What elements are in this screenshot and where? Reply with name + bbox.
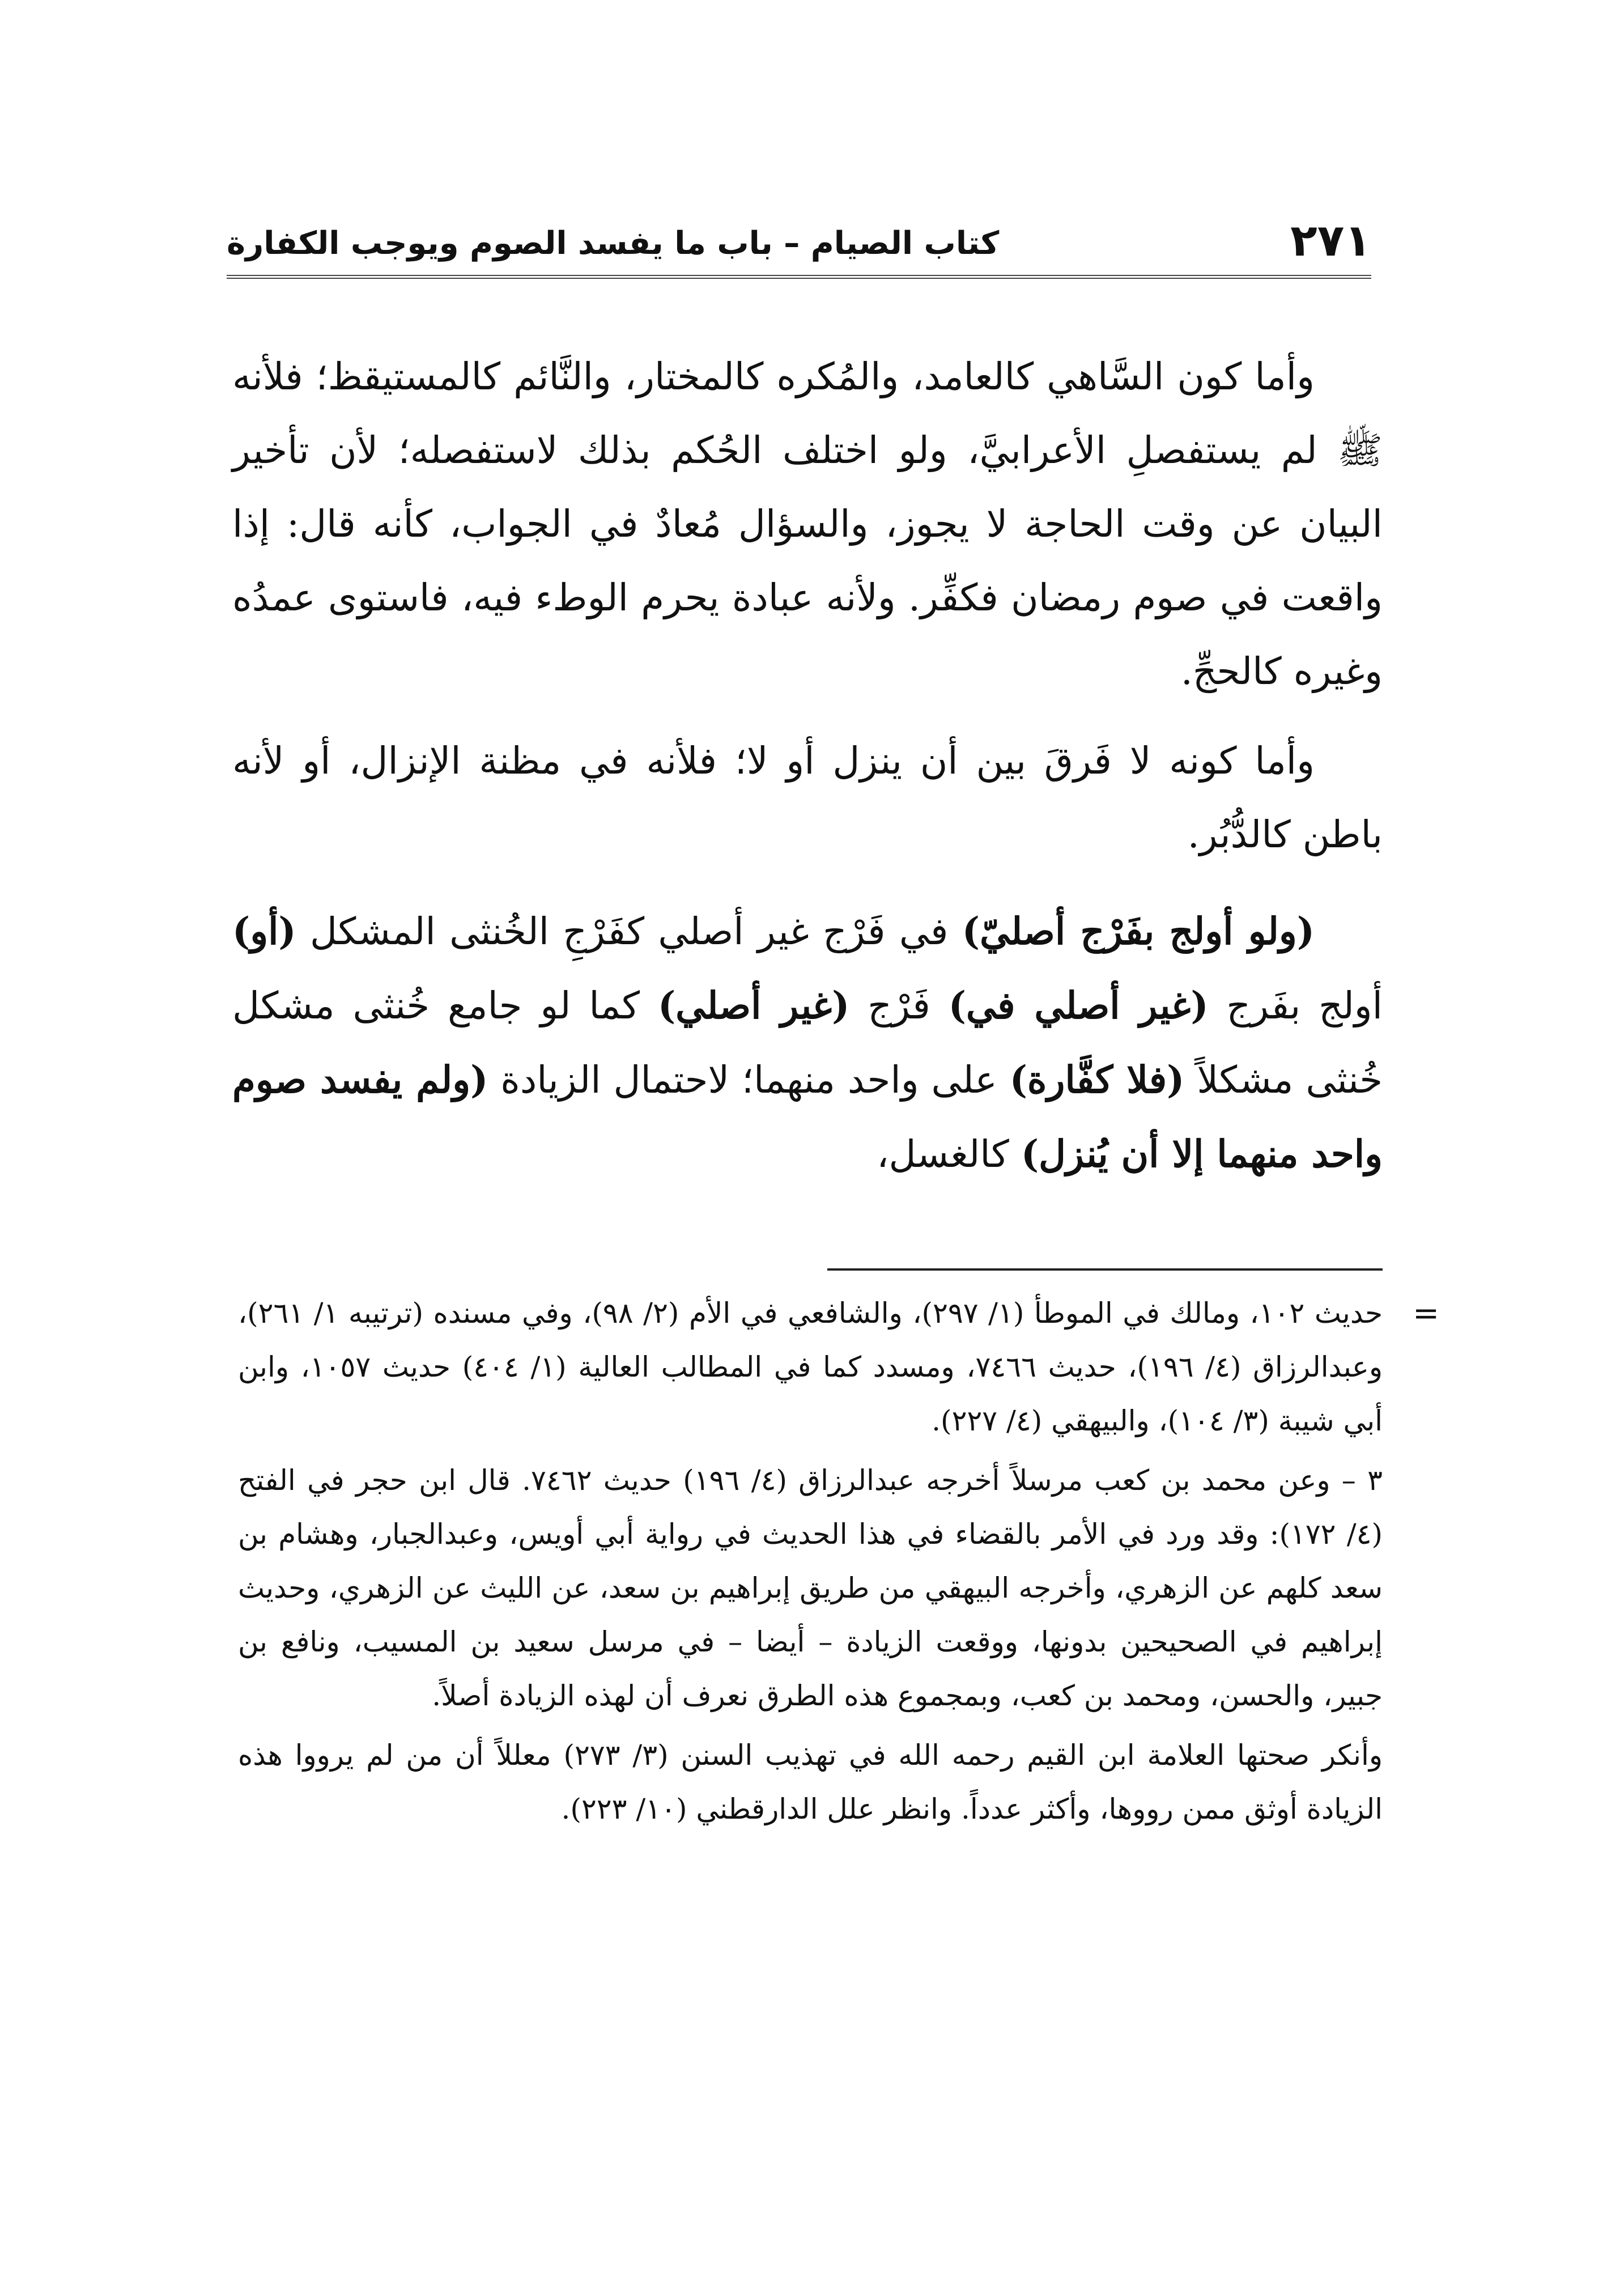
footnotes [238,1286,1439,1842]
matn-segment: (ولم يفسد صوم واحد منهما إلا أن يُنزل) [232,1058,1383,1176]
matn-segment: (غير أصلي) [657,983,850,1027]
running-title: كتاب الصيام – باب ما يفسد الصوم ويوجب الكفارة [227,225,1000,262]
paragraph-2: وأما كونه لا فَرقَ بين أن ينزل أو لا؛ فلأنه في مظنة الإنزال، أو لأنه باطن كالدُّبُر. [232,739,1383,856]
matn-segment: (فلا كفَّارة) [1009,1058,1185,1102]
sharh-segment: كالغسل، [877,1132,1021,1176]
sharh-segment: على واحد منهما؛ لاحتمال الزيادة [488,1058,1010,1102]
footnote-divider [827,1268,1383,1271]
header-divider [227,275,1371,279]
page-header [227,213,1371,269]
sharh-segment: أولج بفَرج [1208,984,1383,1027]
page-number: ٢٧١ [1290,215,1371,266]
paragraph-1: وأما كون السَّاهي كالعامد، والمُكره كالمختار، والنَّائم كالمستيقظ؛ فلأنه ﷺ لم يستفصلِ الأعرابيَّ، ولو اختلف الحُكم بذلك لاستفصله؛ لأن تأخير البيان عن وقت الحاجة لا يجوز، والسؤال مُعادٌ في الجواب، كأنه قال: إذا واقعت في صوم رمضان فكفِّر. ولأنه عبادة يحرم الوطء فيه، فاستوى عمدُه وغيره كالحجِّ. [232,355,1383,693]
sharh-segment: في فَرْج غير أصلي كفَرْجِ الخُنثى المشكل [296,910,962,953]
continuation-marker: = [1413,1295,1439,1332]
sharh-segment: فَرْج [849,984,949,1027]
matn-segment: (أو) [232,909,296,953]
matn-segment: (غير أصلي في) [948,983,1209,1027]
paragraph-3 [232,894,1383,1191]
main-text [232,340,1383,1207]
footnote-text: حديث ١٠٢، ومالك في الموطأ (١/ ٢٩٧)، والشافعي في الأم (٢/ ٩٨)، وفي مسنده (ترتيبه ١/ ٢٦١)، وعبدالرزاق (٤/ ١٩٦)، حديث ٧٤٦٦، ومسدد كما في المطالب العالية (١/ ٤٠٤) حديث ١٠٥٧، وابن أبي شيبة (٣/ ١٠٤)، والبيهقي (٤/ ٢٢٧). [238,1297,1383,1437]
matn-segment: (ولو أولج بفَرْج أصليّ) [962,909,1315,953]
footnote-text: وأنكر صحتها العلامة ابن القيم رحمه الله في تهذيب السنن (٣/ ٢٧٣) معللاً أن من لم يرووا هذه الزيادة أوثق ممن رووها، وأكثر عدداً. وانظر علل الدارقطني (١٠/ ٢٢٣). [238,1739,1383,1825]
footnote-text: ٣ – وعن محمد بن كعب مرسلاً أخرجه عبدالرزاق (٤/ ١٩٦) حديث ٧٤٦٢. قال ابن حجر في الفتح (٤/ ١٧٢): وقد ورد في الأمر بالقضاء في هذا الحديث في رواية أبي أويس، وعبدالجبار، وهشام بن سعد كلهم عن الزهري، وأخرجه البيهقي من طريق إبراهيم بن سعد، عن الليث عن الزهري، وحديث إبراهيم في الصحيحين بدونها، ووقعت الزيادة – أيضا – في مرسل سعيد بن المسيب، ونافع بن جبير، والحسن، ومحمد بن كعب، وبمجموع هذه الطرق نعرف أن لهذه الزيادة أصلاً. [238,1464,1383,1712]
footnote-2 [238,1454,1383,1723]
footnote-1 [238,1286,1439,1448]
sharh-segment: كما لو جامع خُنثى مشكل خُنثى مشكلاً [232,984,1383,1102]
footnote-3 [238,1729,1383,1836]
